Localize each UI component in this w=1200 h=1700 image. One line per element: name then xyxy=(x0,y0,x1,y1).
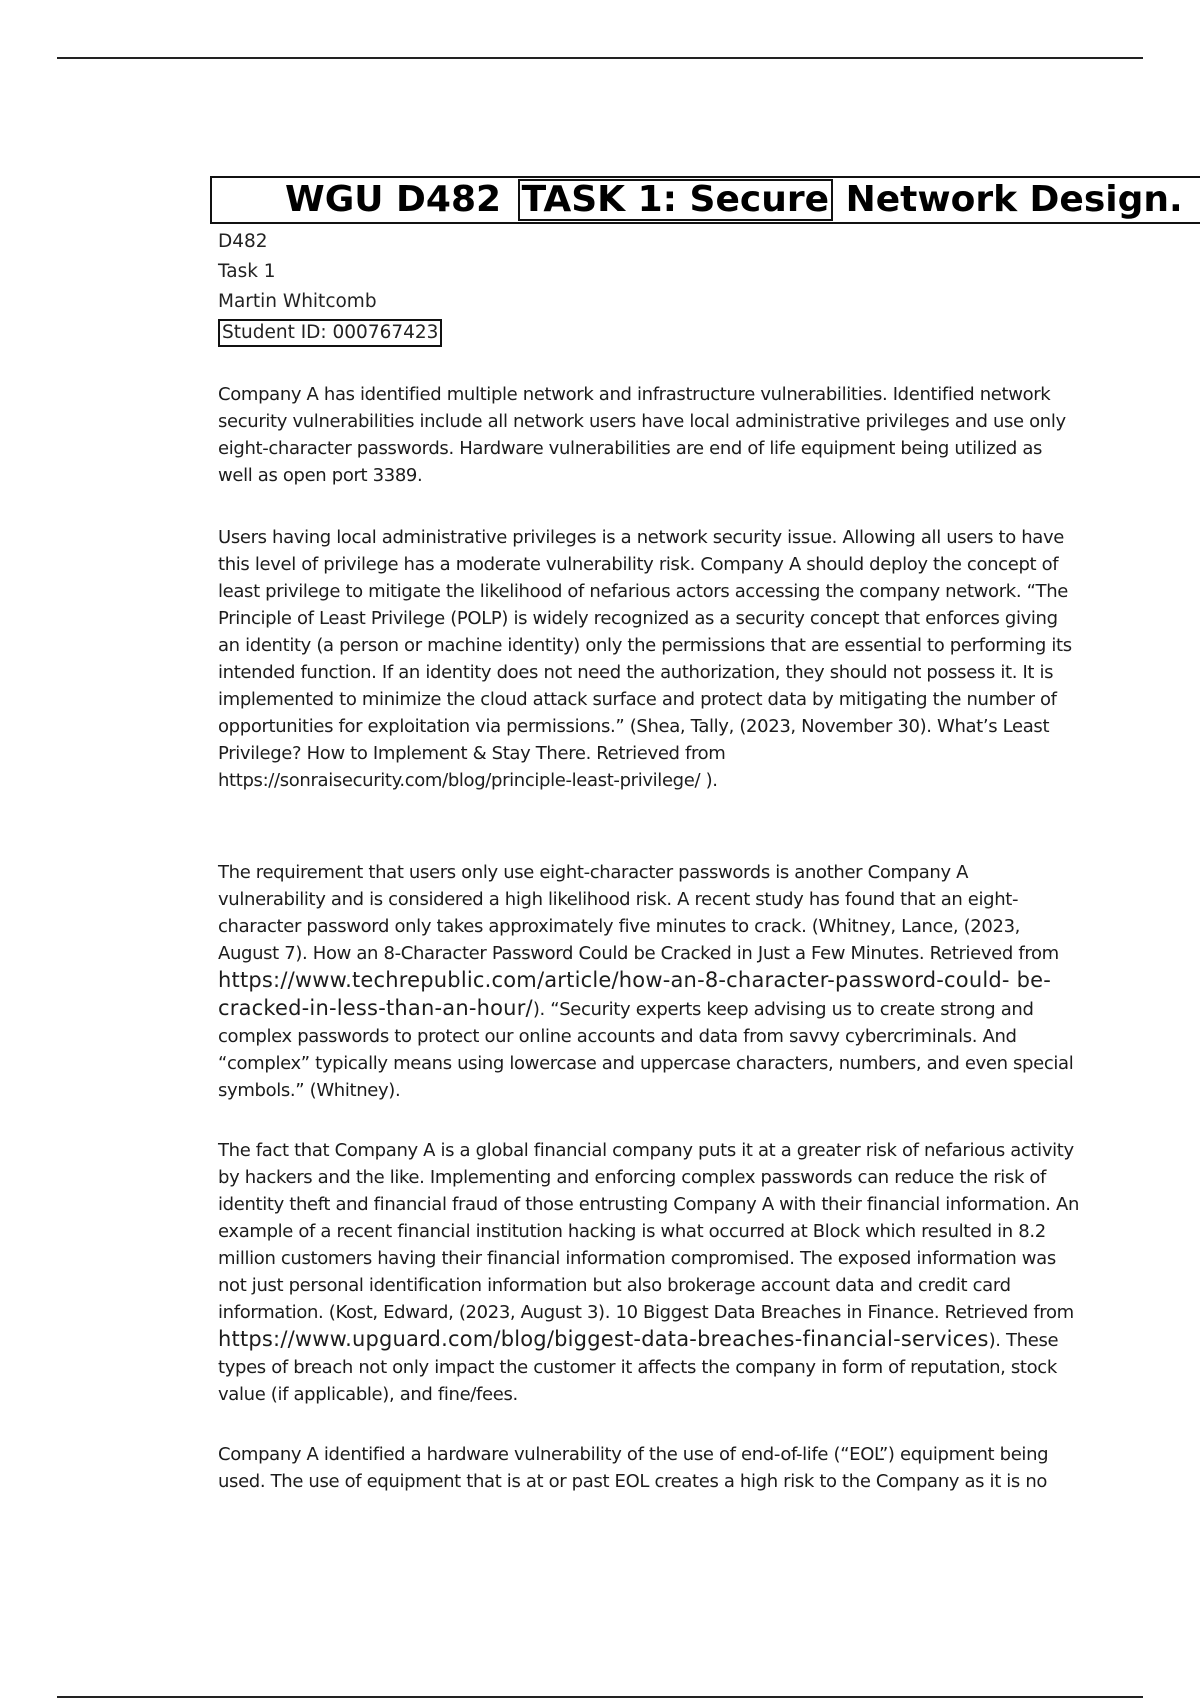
footer-rule xyxy=(57,1696,1143,1698)
paragraph-vulnerabilities-intro: Company A has identified multiple network and infrastructure vulnerabilities. Identified network security vulnerabilities include all network users have local administrative privileges and use only eight-character passwords. Hardware vulnerabilities are end of life equipment being utilized as well as open port 3389. xyxy=(218,384,1066,486)
p4-text-a: The fact that Company A is a global financial company puts it at a greater risk of nefarious activity by hackers and the like. Implementing and enforcing complex passwords can reduce the risk of identity theft and financial fraud of those entrusting Company A with their financial information. An example of a recent financial institution hacking is what occurred at Block which resulted in 8.2 million customers having their financial information compromised. The exposed information was not just personal identification information but also brokerage account data and credit card information. (Kost, Edward, (2023, August 3). 10 Biggest Data Breaches in Finance. Retrieved from xyxy=(218,1140,1080,1323)
page-title xyxy=(285,179,1183,221)
title-task: TASK 1: Secure xyxy=(518,179,833,221)
author-name: Martin Whitcomb xyxy=(218,291,377,312)
student-id: Student ID: 000767423 xyxy=(218,319,442,347)
paragraph-financial-risk xyxy=(218,1137,1080,1408)
techrepublic-link[interactable]: https://www.techrepublic.com/article/how-an-8-character-password-could- be-cracked-in-less-than-an-hour/ xyxy=(218,968,1052,1020)
title-suffix: Network Design. xyxy=(833,179,1183,220)
title-prefix: WGU D482 xyxy=(285,179,514,220)
p4-text-b: ). These types of breach not only impact the customer it affects the company in form of reputation, stock value (if applicable), and fine/fees. xyxy=(218,1330,1059,1405)
header-rule xyxy=(57,57,1143,59)
paragraph-password-length xyxy=(218,859,1080,1104)
author-block xyxy=(218,227,442,348)
p3-text-b: ). “Security experts keep advising us to create strong and complex passwords to protect our online accounts and data from savvy cybercriminals. And “complex” typically means using lowercase and uppercase characters, numbers, and even special symbols.” (Whitney). xyxy=(218,999,1074,1101)
p3-text-a: The requirement that users only use eight-character passwords is another Company A vulnerability and is considered a high likelihood risk. A recent study has found that an eight-character password only takes approximately five minutes to crack. (Whitney, Lance, (2023, August 7). How an 8-Character Password Could be Cracked in Just a Few Minutes. Retrieved from xyxy=(218,862,1059,964)
paragraph-eol-equipment: Company A identified a hardware vulnerability of the use of end-of-life (“EOL”) equipment being used. The use of equipment that is at or past EOL creates a high risk to the Company as it is no xyxy=(218,1444,1049,1492)
course-code: D482 xyxy=(218,231,268,252)
paragraph-least-privilege: Users having local administrative privileges is a network security issue. Allowing all users to have this level of privilege has a moderate vulnerability risk. Company A should deploy the concept of least privilege to mitigate the likelihood of nefarious actors accessing the company network. “The Principle of Least Privilege (POLP) is widely recognized as a security concept that enforces giving an identity (a person or machine identity) only the permissions that are essential to performing its intended function. If an identity does not need the authorization, they should not possess it. It is implemented to minimize the cloud attack surface and protect data by mitigating the number of opportunities for exploitation via permissions.” (Shea, Tally, (2023, November 30). What’s Least Privilege? How to Implement & Stay There. Retrieved from https://sonraisecurity.com/blog/principle-least-privilege/ ). xyxy=(218,527,1072,791)
task-label: Task 1 xyxy=(218,261,276,282)
upguard-link[interactable]: https://www.upguard.com/blog/biggest-data-breaches-financial-services xyxy=(218,1327,989,1351)
